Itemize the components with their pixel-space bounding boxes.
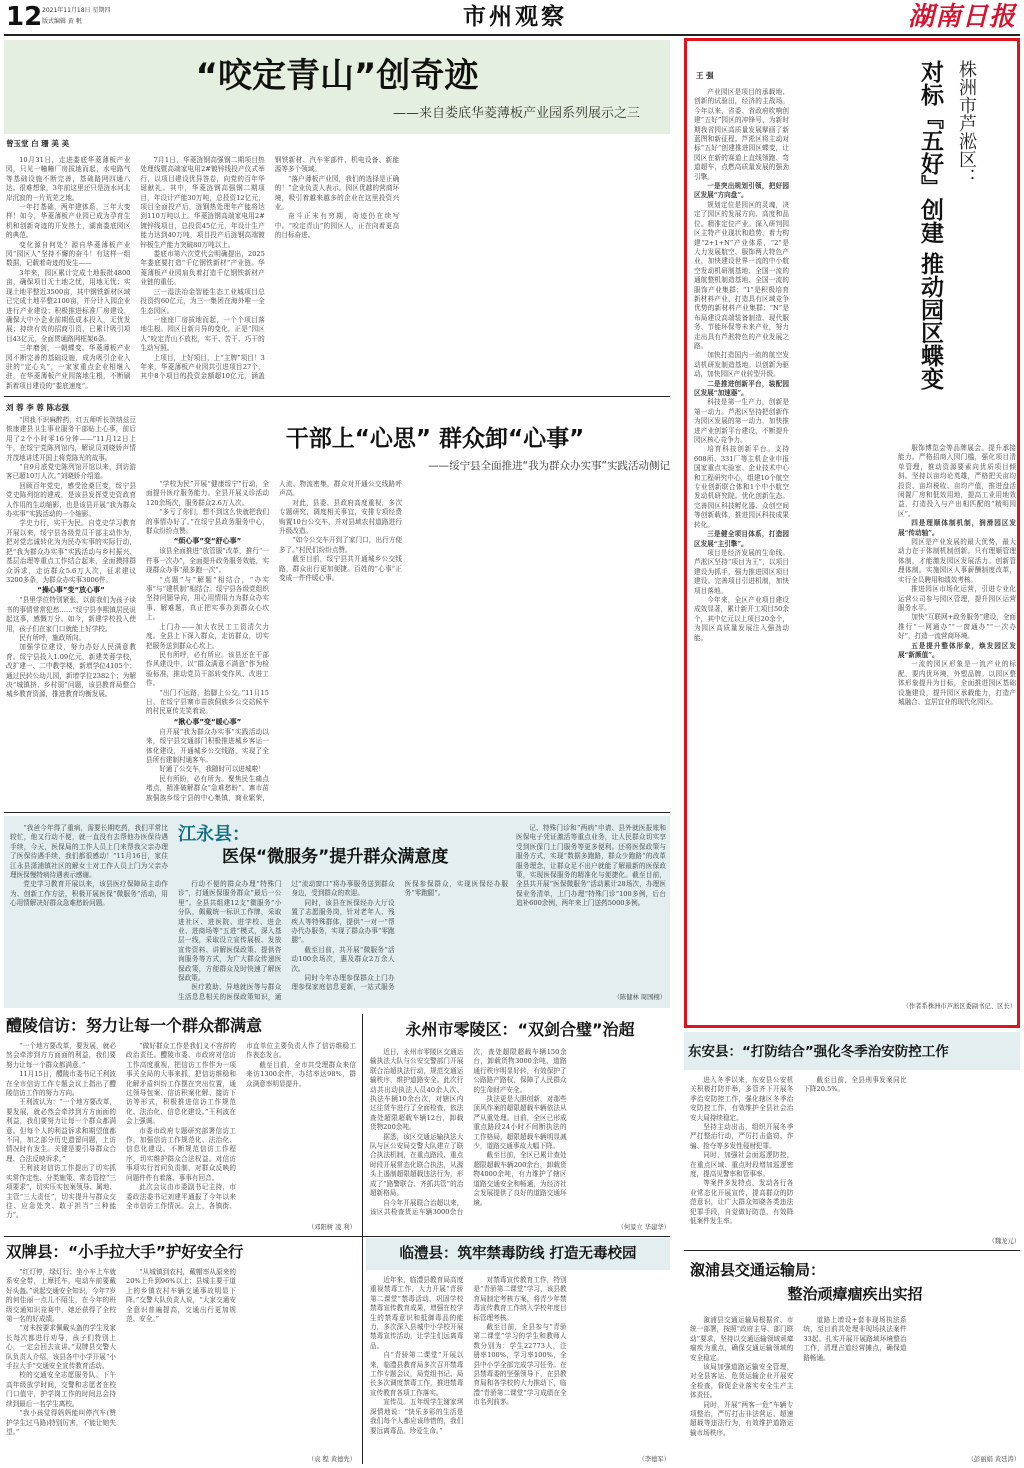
article-8-subhead-3: 三是健全项目体系，打造园区发展“主引擎”。: [694, 530, 789, 548]
article-6-title: 临澧县：筑牢禁毒防线 打造无毒校园: [399, 1246, 637, 1262]
divider: [4, 812, 670, 813]
divider: [4, 1236, 670, 1237]
article-9-body: 进入冬季以来，东安县公安机关积极打防并举，多管齐下开展冬季治安防控工作，强化辖区冬季治安防控工作，有效维护全县社会治安大局持续稳定。 坚持主动出击，组织开展冬季严打整治行动，严厉打击盗窃、诈骗、抢夺等多发性侵财犯罪。 同时，加强社会面巡逻防控，在重点区域、重点时段增加巡逻密度，提高见警率和管事率。 等案件多发特点，发动各行各业常态化开展宣传，提高群众的防范意识，让广大群众知晓各类违法犯罪手段，自觉做好防范，有效降低案件发生率。 截至目前，全县刑事发案同比下降20.5%。: [690, 1076, 907, 1226]
article-3-col3: 记、特殊门诊和“两病”申请、县外就医报账和医保电子凭证激活等重点业务，让人民群众切实享受到医保门上门服务等更多便利。还将医保政策与服务方式，实现“数据多跑路，群众少跑路”的改革服务理念，让群众足不出户就能了解最新的医保政策，实现医保服务的精准化与便捷化。截至目前，全县共开展“医保微服务”活动累计28场次，办理医保业务清单，上门办理“特殊门诊”100多例，后台追补600余例，两年来上门送药5000多例。: [516, 824, 666, 908]
article-7-title: 双牌县：“小手拉大手”护好安全行: [6, 1243, 244, 1261]
article-6-credit: （李德军）: [638, 1456, 670, 1463]
article-2-subhead-3: “揪心事”变“暖心事”: [173, 717, 242, 726]
article-8-subhead-2: 二是推进创新平台，装配园区发展“加速器”。: [694, 379, 789, 397]
article-2-title: 干部上“心思” 群众卸“心事”: [285, 426, 585, 452]
section-title: 市州观察: [463, 3, 567, 30]
divider: [684, 1250, 1020, 1251]
article-2-byline: 刘 蓉 李 蓉 陈志强: [6, 403, 69, 412]
article-7-body: “红灯停，绿灯行；坐小车上车就系安全带，上摩托车，电动车前要戴好头盔。”说起交通安全知识，今年7岁的何佳丽一点儿不陌生，在今年的班级交通知识竞赛中，她还获得了全校第一名的好成绩。 “对未按要求佩戴头盔的学生及家长每次都进行劝导，孩子们特别上心，一定会回去宣讲。”双牌县交警大队负责人介绍，该县各中小学开展“小手拉大手”交通安全宣传教育活动。 校的交通安全志愿服务队。下午高年级放学时间，交警和志愿者在校门口值守，护学岗工作的时间总会持续到最后一名学生离校。 “我小孩觉得妈妈能叫停汽车(赞护学生过马路)特别厉害，不能让她失望。” “从城镇到农村，戴帽率从原来的20%上升到96%以上；县城主要干道上的乡镇农村车辆交通事故明显下降。”交警大队负责人说，“大家交通安全意识普遍提高，交通出行更加规范、安全。”: [6, 1268, 236, 1436]
article-8-byline: 王 强: [696, 71, 714, 80]
article-8-subhead-4: 四是理顺体制机制，润滑园区发展“传动轴”。: [898, 519, 1016, 537]
article-8-subhead-1: 一是突出规划引领，把好园区发展“方向盘”。: [694, 182, 789, 200]
article-3-col1: “我爸今年得了重病，需要长期吃药，我们平常比较忙，他又行动不便，就一直没有去帮他办医保待遇手续，今天，医保局的工作人员上门来帮我父亲办理了医保待遇手续，我们都很感动！”11月16日，家住江永县潇浦镇社区的解女士对工作人员上门为父亲办理医保慢特病待遇表示感谢。 党史学习教育开展以来，该县医疗保障局主动作为、创新工作方法，积极开展医保“微服务”活动，用心用情解决好群众急难愁盼问题。: [10, 824, 168, 908]
divider: [4, 396, 670, 397]
article-1-subtitle: ——来自娄底华菱薄板产业园系列展示之三: [392, 106, 640, 121]
editor-credit: 版式编辑 黄 帆: [42, 18, 82, 25]
article-8-col3: 服饰博览会等品牌展会。提升承接能力。严格招商入园门槛，强化项目清单管理，推动资源要素向优质项目倾斜。坚持以亩均论英雄，严格把关亩均投资、亩均税收、亩均产值，推进盘活闲置厂房和低效用地，提高工业用地效益，打造投入与产出相匹配的“精明园区”。 四是理顺体制机制，润滑园区发展“传动轴”。 园区是产业发展的最大优势，最大动力在于体制机制创新。只有理顺管理体制，才能激发园区发展活力。创新管理体制。实施园区人事薪酬制度改革，实行全员聘用和绩效考核。 推进园区市场化运营，引进专业化运营公司参与园区管理，提升园区运营服务水平。 加快“互联网+政务服务”建设，全面推行“一网通办”“一窗通办”“一次办好”，打造一流营商环境。 五是提升整体形象，焕发园区发展“新颜值”。 一流的园区形象是一流产业的标配，要内优环境，外塑品牌。以园区整体形象提升为目标，全面推进园区基础设施建设，提升园区承载能力，打造产城融合、宜居宜业的现代化园区。: [898, 444, 1016, 706]
divider: [362, 1014, 363, 1464]
article-2-subhead-2: “烦心事”变“舒心事”: [173, 537, 242, 546]
article-4-body: “一个地方要改革，要发展，就必然会牵涉到方方面面的利益，我们要努力让每一个群众都满意。” 11月15日，醴陵市委书记王利波在全市信访工作专题会议上指出了醴陵信访工作的努力方向。 王利波认为：“一个地方要改革，要发展，就必然会牵涉到方方面面的利益，我们要努力让每一个群众都满意。但每个人的利益诉求和期望值都不同，加之部分历史遗留问题，上访情况时有发生。关键是要引导群众合理、合法反映诉求。” 王利波对信访工作提出了切实抓实常作定性、分类施策、常态管控“三项要求”，切实压实包案领导、属地、主管“三大责任”，切实提升与群众交往、应急处突、敢于担当“三种能力”。 “做好群众工作是我们义不容辞的政治责任。醴陵市委、市政府对信访工作高度重视，把信访工作作为一项事关全局的大事来抓，把信访维稳和化解矛盾纠纷工作摆在突出位置，通过领导包案、信访积案化解、接访下访等形式，积极推进信访工作规范化、法治化、信息化建设。”王利波在会上强调。 市委市政府专题研究部署信访工作，加强信访工作规范化、法治化、信息化建设。不断规范信访工作程序，切实维护群众合法权益。对信访事项实行首问负责制，对群众反映的问题件件有着落、事事有回音。 此次会议由市委副书记主持，市委政法委书记刘建平通报了今年以来全市信访工作情况。会上，各镇街、市直单位主要负责人作了信访维稳工作表态发言。 截至目前，全市共受理群众来信来访1300余件，办结率达98%，群众满意率明显提升。: [6, 1042, 356, 1220]
article-6-body: 近年来，临澧县教育局高度重视禁毒工作，大力开展“青骄第二课堂”禁毒活动，巩固学校禁毒宣传教育成果，增强在校学生的禁毒意识和抵御毒品的能力，多次深入县城中小学校开展禁毒宣传活动，让学生们远离毒品。 自“青骄第二课堂”开展以来，临澧县教育局多次召开禁毒工作专题会议，局党组书记、局长多次调度禁毒工作，推进禁毒宣传教育各项工作落实。 宣传员。五年级学生谢家琪深情地说：“快乐多彩的生活是我们每个人都应该珍惜的，我们要远离毒品，珍爱生命。” 对禁毒宣传教育工作，特别是“青骄第二课堂”学习，该县教育局制定考核方案，将青少年禁毒宣传教育工作纳入学校年度目标管理考核。 截至目前，全县参与“青骄第二课堂”学习的学生和教师人数分别为：学生22773人，注册率100%，学习率100%，全县中小学全部完成学习任务。在县禁毒委的坚强领导下，在县教育局和各学校的大力推动下，临澧“青骄第二课堂”学习成绩在全市名列前茅。: [370, 1276, 567, 1435]
page-meta: [42, 5, 162, 31]
article-2-col1: “因我不识麻醉药，红五师听长贺纳兹豆侬康建县卫生事业服务干部贴上心事，前后用了2个小时零16分钟——”11月12日上午，在绥宁党陈列馆内，解说员刘晓娇声情并茂地讲述开国上将党陈光的故事。 “自9月底党史陈列馆开馆以来，到访游客已超10万人次。”刘晓娇介绍道。 回顾百年党史，感受沧桑巨变，绥宁县党史陈列馆的建成，是该县发挥党史资政育人作用的生动缩影，也是该县开展“我为群众办实事”实践活动的一个缩影。 学史力行，实干为民。自党史学习教育开展以来，绥宁县各级党员干部主动作为，把对党忠诚转化为为民办实事的实际行动，把“我为群众办实事”实践活动与乡村振兴、基层治理等重点工作结合起来，全面摸排群众诉求，走访群众5.6万人次，征求建议3200多条，为群众办实事3006件。 “操心事”变“放心事” “县里学位特别紧张，以前我们为孩子读书的事情常常犯愁……”绥宁县李熙镇居民说起这事，感慨万分。如今，新建学校投入使用，孩子们在家门口就能上好学校。 民有所呼，施政所向。 加强学位建设，努力办好人民满意教育。绥宁县投入1.09亿元，新建芙蓉学校，改扩建一、二中教学楼，新增学位4105个；通过民转公幼儿园，新增学位2382个；为解决“城镇挤、乡村弱”问题，该县教育局整合城乡教育资源，推进教育均衡发展。: [6, 416, 136, 699]
article-10-credit: （彭丽娟 黄廷涛）: [967, 1456, 1020, 1463]
article-8-title-line1: 株洲市芦淞区：: [956, 60, 977, 186]
article-8-body: 产业园区是项目的承载地、创新的试验田，经济的主战场。今年以来，省委、省政府吹响创建“五好”园区的冲锋号，为新时期我省园区高质量发展擘画了新蓝图和新征程。芦淞区将主动对标“五好”创建推进园区蝶变，让园区在新的赛道上直线领跑、弯道超车，点燃高质量发展的强劲引擎。 一是突出规划引领，把好园区发展“方向盘”。 规划定位是园区的灵魂，决定了园区的发展方向、高度和品位。精准定位产业。深入研判园区主特产业现状和趋势，着力构建“2+1+N”产业体系，“2”是大力发展航空、服饰两大特色产业，加快建设世界一流的中小航空发动机研制基地、全国一流的通航整机制造基地、全国一流的服饰产业集群；“1”是积极培育新材料产业，打造具有区域竞争优势的新材料产业集群；“N”是布局建设高端装备制造、现代服务、节能环保等未来产业，努力走出具有芦淞特色的产业发展之路。 加快打造国内一流的航空发动机研发制造基地。以创新为驱动，加快园区产业转型升级。 二是推进创新平台，装配园区发展“加速器”。 科技是第一生产力，创新是第一动力。芦淞区坚持把创新作为园区发展的第一动力，加快推进产业创新平台建设，不断提升园区核心竞争力。 培育科技创新平台。支持608所、331厂等主机企业申报国家重点实验室、企业技术中心和工程研究中心，组建10个航空专业创新联合体和1个中小航空发动机研究院。优化创新生态。完善园区科技孵化器、众创空间等创新载体，推进园区科技成果转化。 三是健全项目体系，打造园区发展“主引擎”。 项目是经济发展的生命线。芦淞区坚持“项目为王”，以项目建设为抓手，强力推进园区项目建设。完善项目引进机制，加快项目落地。 今年来，全区产业项目建设成效显著，累计新开工项目50余个，其中亿元以上项目20余个，为园区高质量发展注入强劲动能。: [694, 88, 789, 642]
issue-date: 2021年11月18日 星期四: [42, 7, 111, 14]
article-3-credit: （陈健林 周国栩）: [613, 994, 666, 1001]
article-1-byline: 曾玉堂 白 珊 美 美: [6, 139, 69, 148]
article-10-body: 溆浦县交通运输局根据省、市统一部署，按照“政府主导、部门联动”要求，坚持以交通运输领域顽瘴痼疾为重点，确保交通运输领域的安全稳定。 该局加强道路运输安全管理，对全县客运、危货运输企业开展安全检查，督促企业落实安全生产主体责任。 同时，开展“两客一危”车辆专项整治，严厉打击非法营运、超速超载等违法行为，有效维护道路运输市场秩序。 道路上增设+套非现场执法系统，至目前共处理非现场执法案件33起。扎实开展开展路域环境整治工作，清理占道经营摊点，确保道路畅通。: [690, 1316, 907, 1437]
header-rule: [4, 34, 1020, 36]
article-9-credit: （魏龙元）: [988, 1238, 1020, 1245]
article-8-title-line2: 对标『五好』创建 推动园区蝶变: [917, 60, 943, 391]
article-1-title: “咬定青山”创奇迹: [195, 56, 479, 96]
article-5-title: 永州市零陵区：“双剑合璧”治超: [405, 1020, 635, 1039]
article-2-subhead-1: “操心事”变“放心事”: [37, 586, 105, 595]
article-3-title: 江永县： 医保“微服务”提升群众满意度: [178, 824, 449, 867]
article-2-body: “学校为民”开展“健康绥宁”行动，全面提升医疗服务能力。全县开展义诊活动120余场次，服务群众2.6万人次。 “多亏了你们，想不到这么快就把我们的事情办好了。”在绥宁县政务服务中心，群众纷纷点赞。 “烦心事”变“舒心事” 该县全面推进“放管服”改革，推行“一件事一次办”，全面提升政务服务效能，实现群众办事“最多跑一次”。 “点题”与“解题”相结合，“办实事”与“建机制”相结合。绥宁县各级党组织坚持问题导向，用心用情用力为群众办实事、解难题，真正把实事办到群众心坎上。 上门办——加大农民工工资清欠力度。全县上下深入群众，走访群众，切实把服务送到群众心坎上。 民有所呼，必有所应。该县还在干部作风建设中，以“群众满意不满意”作为检验标准，推动党员干部转变作风、改进工作。 “出门不远路，抬脚上公交。”11月15日，在绥宁县寨市苗族侗族乡公交站候车的村民夏传先笑着说。 “揪心事”变“暖心事” 自开展“我为群众办实事”实践活动以来，绥宁县交通部门积极推进城乡客运一体化建设，开通城乡公交线路，实现了全县所有建制村通客车。 好通了公交车，我随时可以进城啦！ 民有所盼，必有所为。聚焦民生痛点堵点，精准破解群众“急难愁盼”。寨市苗族侗族乡绥宁县的中心集镇，商业繁荣，人流、物流密集，群众对开通公交线路呼声高。 对此，县委、县政府高度重视，多次专题研究，调度相关事宜，安排专项经费购置10台公交车，并对县域农村道路进行升级改造。 “如今公交车开到了家门口，出行方便多了。”村民们纷纷点赞。 截至目前，绥宁县共开通城乡公交线路，群众出行更加便捷。百姓的“心事”正变成一件件暖心事。: [146, 480, 402, 802]
page-number: 12: [6, 2, 43, 32]
article-3-body: 行动不便的群众办理“特殊门诊”，打通医保服务群众“最后一公里”。全县共组建12支“微服务”小分队，佩戴统一标识工作牌，采取进社区、进医院、进学校、进企业、进商场等“五进”模式，深入基层一线，采取设立宣传展板、发放宣传资料、讲解医保政策、提供咨询服务等方式，为广大群众传递医保政策，方便群众及时快速了解医保政策。 医疗救助、异地就医等与群众生活息息相关的医保政策知识，通过“流动窗口”将办事服务送到群众身边，受到群众的欢迎。 同时，该县在医保经办大厅设置了志愿服务岗，针对老年人、残疾人等特殊群体，提供“一对一”帮办代办服务，实现了群众办事“零跑腿”。 截至目前，共开展“微服务”活动100余场次，惠及群众2万余人次。 同时今年办理参保群众上门办理参保家庭信息更新，一站式服务医保参保群众，实现医保经办服务“零跑腿”。: [178, 880, 508, 1001]
article-5-credit: （何景立 华建华）: [617, 1224, 670, 1231]
article-10-title: 溆浦县交通运输局： 整治顽瘴痼疾出实招: [690, 1261, 923, 1303]
article-2-subtitle: ——绥宁县全面推进“我为群众办实事”实践活动侧记: [428, 460, 670, 472]
article-5-body: 近日，永州市零陵区交通运输执法大队与公安交警部门开展联合治超执法行动，规范交通运输秩序，维护道路安全。此次行动共出动执法人员40余人次、执法车辆10余台次，对辖区内过往货车进行了全面检查，依法查处超限超载车辆12台，卸载货物200余吨。 据悉，该区交通运输执法大队与区公安局交警大队建立了联合执法机制，在重点路段、重点时段开展常态化联合执法，从源头上遏制超限超载违法行为，形成了“路警联合、齐抓共管”的治超新格局。 自今年开展联合治超以来，该区共检查货运车辆3000余台次，查处超限超载车辆150余台，卸载货物3000余吨，道路通行秩序明显好转，有效保护了公路路产路权，保障了人民群众的生命财产安全。 执法更是大胆创新，对那些顶风作案的超限超载车辆依法从严从重处理。目前，全区已形成重点路段24小时不间断执法的工作格局，超限超载车辆明显减少，道路交通事故大幅下降。 截至目前，全区已累计查处超限超载车辆200余台，卸载货物4000余吨，有力维护了辖区道路交通安全和畅通，为经济社会发展提供了良好的道路交通环境。: [370, 1048, 567, 1216]
article-4-title: 醴陵信访：努力让每一个群众都满意: [6, 1016, 263, 1035]
article-8-subhead-5: 五是提升整体形象，焕发园区发展“新颜值”。: [898, 641, 1016, 659]
article-1-body: 10月31日，走进娄底华菱薄板产业园，只见一幢幢厂房拔地而起，水电路气等基础设施不断完善，基础路网四通八达。很难想象，3年前这里还只是涟水河北岸沉寂的一片荒芜之地。 一年打基础，两年建体系，三年大变样！如今，华菱薄板产业园已成为孕育生机和创新奇迹的开发热土，湖南娄底园区的典范。 变化源自何处？源自华菱薄板产业园“园区人”坚持不懈的奋斗！有这样一组数据，记载着奇迹的发生—— 3年来，园区累计完成土地报批4800亩，确保项目无土地之忧，用地无忧；实现土地平整近3500亩，其中钢铁新材区域已完成土地平整2100亩，并分计入园企业进行产业建设；积极推进标准厂房建设，确保大中小企业前期低成本投入，无忧发展；持续有效的招商引资，已累计吸引项目43亿元，全面贯通路网框架6条。 三年磨剑，一朝蝶变。华菱薄板产业园不断完善的基础设施，成为吸引企业入驻的“定心丸”，一家家重点企业相继入驻，在华菱薄板产业园落地生根，不断刷新着项目建设的“娄底速度”。 7月1日，华菱涟钢高强钢二期项目热处理线暨高端家电用2#镀锌线投产仪式举行，以项目建设优异答卷，向党的百年华诞献礼。其中，华菱涟钢高强钢二期项目，年设计产能30万吨，总投资12亿元，项目全面投产后，涟钢热处理年产能将达到110万吨以上。华菱涟钢高端家电用2#镀锌线项目，总投资45亿元，年设计生产能力达到40万吨，项目投产后涟钢高端镀锌板生产能力突破80万吨以上。 娄底市第六次党代会明确提出，2025年娄底要打造“千亿钢铁新材”产业链。华菱薄板产业园肩负着打造千亿钢铁新材产业链的重任。 三一湿法冶金智能生态工业城项目总投资约60亿元，为三一集团在海外唯一全生态园区。 一座座厂房拔地而起，一个个项目落地生根。园区日新月异的变化，正是“园区人”咬定青山不放松，实干、苦干、巧干的生动写照。 上项目，上好项目，上“主牌”项目！3年来，华菱薄板产业园共引进项目27个，其中8个项目的投资金额超10亿元，涵盖钢铁新材、汽车零部件、机电设备、新能源等多个领域。 “落户薄板产业园，我们的选择是正确的！”企业负责人表示。园区优越的营商环境，吸引着越来越多的企业在这里投资兴业。 奋斗正未有穷期，奇迹仍在续写中。“咬定青山”的园区人，正在向着更高的目标奋进。: [6, 156, 400, 390]
article-7-credit: （袁 程 黄德先）: [307, 1456, 356, 1463]
article-4-credit: （邓阳树 凌 利）: [307, 1224, 356, 1231]
newspaper-logo: 湖南日报: [907, 2, 1016, 32]
article-8-credit: （作者系株洲市芦淞区委副书记、区长）: [902, 1003, 1016, 1010]
article-9-title: 东安县：“打防结合”强化冬季治安防控工作: [688, 1044, 949, 1060]
